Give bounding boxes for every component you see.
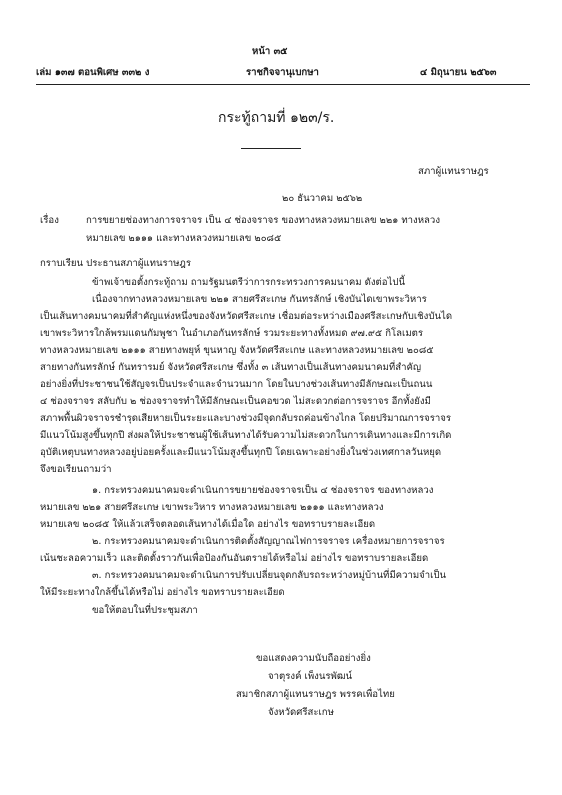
question-line: หมายเลข ๒๐๘๕ ให้แล้วเสร็จตลอดเส้นทางได้เมื่อใด อย่างไร ขอทราบรายละเอียด	[40, 519, 376, 530]
body-line: สภาพพื้นผิวจราจรชำรุดเสียหายเป็นระยะและบางช่วงมีจุดกลับรถค่อนข้างไกล โดยปริมาณการจราจร	[40, 413, 452, 424]
body-line: เป็นเส้นทางคมนาคมที่สำคัญแห่งหนึ่งของจังหวัดศรีสะเกษ เชื่อมต่อระหว่างเมืองศรีสะเกษกับเชิงบันได	[40, 311, 453, 322]
body-line: อุบัติเหตุบนทางหลวงอยู่บ่อยครั้งและมีแนวโน้มสูงขึ้นทุกปี โดยเฉพาะอย่างยิ่งในช่วงเทศกาลวันหยุด	[40, 447, 442, 458]
body-line: จึงขอเรียนถามว่า	[40, 464, 112, 475]
recipient: สภาผู้แทนราษฎร	[418, 166, 489, 177]
question-line: ให้มีระยะทางใกล้ขึ้นได้หรือไม่ อย่างไร ขอทราบรายละเอียด	[40, 587, 285, 598]
closing-line: ขอให้ตอบในที่ประชุมสภา	[92, 605, 198, 616]
question-line: ๒. กระทรวงคมนาคมจะดำเนินการติดตั้งสัญญาณไฟการจราจร เครื่องหมายการจราจร	[92, 536, 445, 547]
gazette-volume: เล่ม ๑๓๗ ตอนพิเศษ ๓๓๒ ง	[36, 67, 150, 78]
question-line: ๑. กระทรวงคมนาคมจะดำเนินการขยายช่องจราจรเป็น ๔ ช่องจราจร ของทางหลวง	[92, 485, 434, 496]
question-line: เน้นชะลอความเร็ว และติดตั้งราวกันเพื่อป้องกันอันตรายได้หรือไม่ อย่างไร ขอทราบรายละเอียด	[40, 553, 429, 564]
page-number: หน้า ๓๕	[252, 46, 288, 57]
body-line: ข้าพเจ้าขอตั้งกระทู้ถาม ถามรัฐมนตรีว่าการกระทรวงการคมนาคม ดังต่อไปนี้	[92, 277, 406, 288]
body-line: ทางหลวงหมายเลข ๒๑๑๑ สายทางพยุห์ ขุนหาญ จังหวัดศรีสะเกษ และทางหลวงหมายเลข ๒๐๘๕	[40, 345, 434, 356]
signature-position: สมาชิกสภาผู้แทนราษฎร พรรคเพื่อไทย	[236, 689, 395, 700]
body-line: สายทางกันทรลักษ์ กันทรารมย์ จังหวัดศรีสะเกษ ซึ่งทั้ง ๓ เส้นทางเป็นเส้นทางคมนาคมที่สำคัญ	[40, 362, 422, 373]
document-title: กระทู้ถามที่ ๑๒๓/ร.	[218, 110, 335, 126]
gazette-date: ๔ มิถุนายน ๒๕๖๓	[420, 67, 497, 78]
title-underline	[241, 148, 301, 149]
question-line: หมายเลข ๒๒๑ สายศรีสะเกษ เขาพระวิหาร ทางหลวงหมายเลข ๒๑๑๑ และทางหลวง	[40, 502, 384, 513]
signature-province: จังหวัดศรีสะเกษ	[268, 707, 334, 718]
document-date: ๒๐ ธันวาคม ๒๕๖๒	[282, 193, 363, 204]
salutation: กราบเรียน ประธานสภาผู้แทนราษฎร	[40, 258, 192, 269]
body-line: เนื่องจากทางหลวงหมายเลข ๒๒๑ สายศรีสะเกษ กันทรลักษ์ เชิงบันไดเขาพระวิหาร	[92, 294, 427, 305]
header-rule	[36, 84, 530, 85]
question-line: ๓. กระทรวงคมนาคมจะดำเนินการปรับเปลี่ยนจุดกลับรถระหว่างหมู่บ้านที่มีความจำเป็น	[92, 570, 447, 581]
gazette-name: ราชกิจจานุเบกษา	[246, 67, 319, 78]
subject-line: หมายเลข ๒๑๑๑ และทางหลวงหมายเลข ๒๐๘๕	[86, 233, 282, 244]
signature-regards: ขอแสดงความนับถืออย่างยิ่ง	[256, 653, 371, 664]
signature-name: จาตุรงค์ เพ็งนรพัฒน์	[268, 671, 353, 682]
body-line: อย่างยิ่งที่ประชาชนใช้สัญจรเป็นประจำและจำนวนมาก โดยในบางช่วงเส้นทางมีลักษณะเป็นถนน	[40, 379, 433, 390]
body-line: เขาพระวิหารใกล้พรมแดนกัมพูชา ในอำเภอกันทรลักษ์ รวมระยะทางทั้งหมด ๙๗.๙๕ กิโลเมตร	[40, 328, 424, 339]
body-line: ๔ ช่องจราจร สลับกับ ๒ ช่องจราจรทำให้มีลักษณะเป็นคอขวด ไม่สะดวกต่อการจราจร อีกทั้งยังมี	[40, 396, 431, 407]
subject-label: เรื่อง	[40, 215, 59, 226]
body-line: มีแนวโน้มสูงขึ้นทุกปี ส่งผลให้ประชาชนผู้ใช้เส้นทางได้รับความไม่สะดวกในการเดินทางและมีการเกิด	[40, 430, 452, 441]
subject-line: การขยายช่องทางการจราจร เป็น ๔ ช่องจราจร ของทางหลวงหมายเลข ๒๒๑ ทางหลวง	[86, 215, 441, 226]
